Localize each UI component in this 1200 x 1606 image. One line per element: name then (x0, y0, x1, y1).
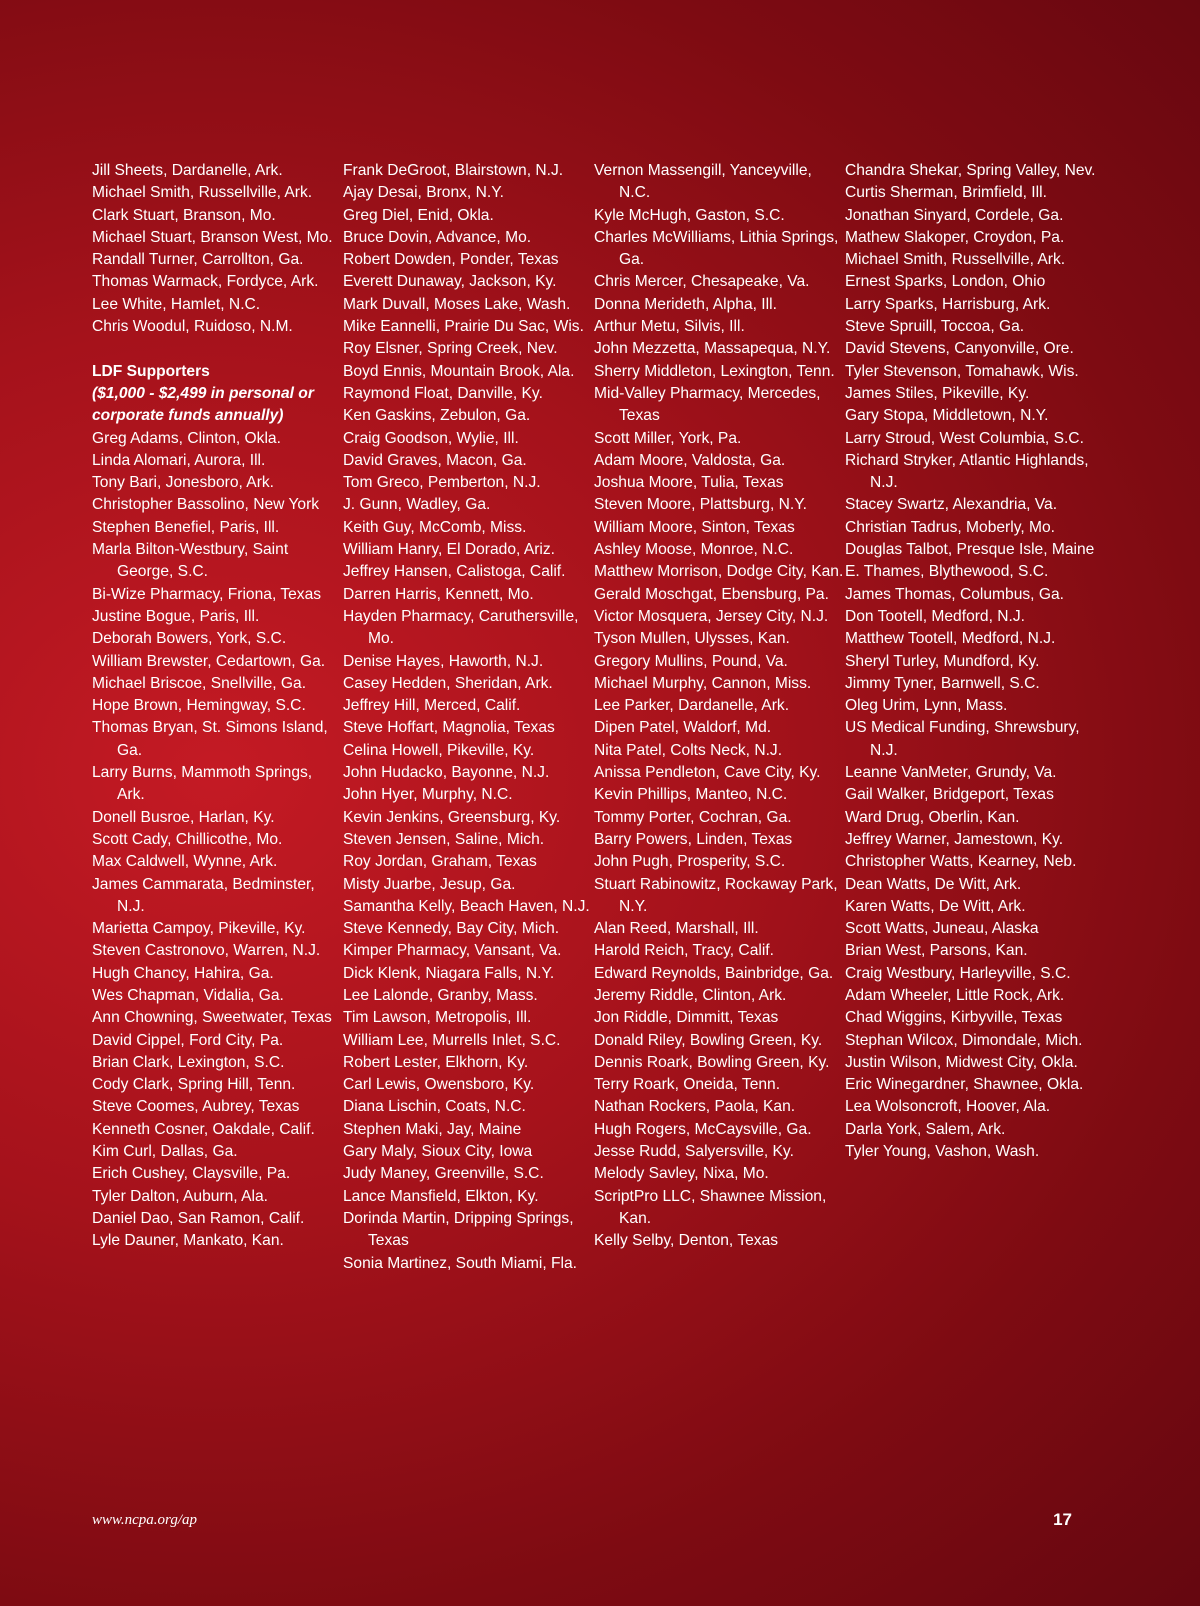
donor-entry: Chris Woodul, Ruidoso, N.M. (92, 318, 293, 336)
donor-entry: Jeffrey Warner, Jamestown, Ky. (845, 830, 1064, 848)
donor-entry: Judy Maney, Greenville, S.C. (343, 1165, 544, 1183)
donor-entry: John Hudacko, Bayonne, N.J. (343, 764, 550, 782)
donor-entry: Craig Goodson, Wylie, Ill. (343, 429, 519, 447)
donor-entry: Donell Busroe, Harlan, Ky. (92, 808, 275, 826)
donor-entry: James Cammarata, Bedminster, N.J. (92, 875, 315, 915)
donor-entry: Mike Eannelli, Prairie Du Sac, Wis. (343, 318, 584, 336)
donor-entry: J. Gunn, Wadley, Ga. (343, 496, 491, 514)
donor-entry: Justin Wilson, Midwest City, Okla. (845, 1053, 1078, 1071)
donor-entry: Stephan Wilcox, Dimondale, Mich. (845, 1031, 1083, 1049)
page-number: 17 (1053, 1510, 1072, 1529)
donor-entry: Christopher Watts, Kearney, Neb. (845, 853, 1077, 871)
donor-entry: Cody Clark, Spring Hill, Tenn. (92, 1076, 296, 1094)
donor-entry: Steven Jensen, Saline, Mich. (343, 830, 545, 848)
donor-entry: Curtis Sherman, Brimfield, Ill. (845, 184, 1047, 202)
donor-entry: Raymond Float, Danville, Ky. (343, 384, 543, 402)
donor-entry: Tyler Dalton, Auburn, Ala. (92, 1187, 268, 1205)
donor-entry: Chandra Shekar, Spring Valley, Nev. (845, 162, 1096, 179)
donor-entry: Brian Clark, Lexington, S.C. (92, 1053, 285, 1071)
donor-entry: Steve Kennedy, Bay City, Mich. (343, 920, 560, 938)
donor-entry: David Graves, Macon, Ga. (343, 451, 527, 469)
donor-entry: Chris Mercer, Chesapeake, Va. (594, 273, 810, 291)
donor-entry: John Hyer, Murphy, N.C. (343, 786, 513, 804)
donor-entry: Max Caldwell, Wynne, Ark. (92, 853, 278, 871)
donor-entry: Lee Parker, Dardanelle, Ark. (594, 697, 790, 715)
donor-entry: Kimper Pharmacy, Vansant, Va. (343, 942, 562, 960)
donor-entry: Larry Sparks, Harrisburg, Ark. (845, 295, 1051, 313)
spacer (92, 338, 343, 360)
donor-entry: Lance Mansfield, Elkton, Ky. (343, 1187, 539, 1205)
donor-entry: Greg Diel, Enid, Okla. (343, 206, 494, 224)
footer-url: www.ncpa.org/ap (92, 1512, 198, 1528)
donor-entry: Samantha Kelly, Beach Haven, N.J. (343, 897, 590, 915)
donor-entry: Jeremy Riddle, Clinton, Ark. (594, 986, 787, 1004)
donor-entry: Sheryl Turley, Mundford, Ky. (845, 652, 1040, 670)
donor-entry: Celina Howell, Pikeville, Ky. (343, 741, 535, 759)
donor-entry: Lyle Dauner, Mankato, Kan. (92, 1232, 284, 1250)
donor-entry: Melody Savley, Nixa, Mo. (594, 1165, 769, 1183)
donor-entry: Mathew Slakoper, Croydon, Pa. (845, 228, 1065, 246)
donor-entry: Tony Bari, Jonesboro, Ark. (92, 474, 275, 492)
donor-entry: Lea Wolsoncroft, Hoover, Ala. (845, 1098, 1051, 1116)
donor-entry: Jon Riddle, Dimmitt, Texas (594, 1009, 779, 1027)
donor-entry: Stacey Swartz, Alexandria, Va. (845, 496, 1058, 514)
donor-entry: Denise Hayes, Haworth, N.J. (343, 652, 544, 670)
donor-entry: Chad Wiggins, Kirbyville, Texas (845, 1009, 1063, 1027)
donor-entry: Jill Sheets, Dardanelle, Ark. (92, 162, 283, 179)
donor-entry: Victor Mosquera, Jersey City, N.J. (594, 607, 829, 625)
donor-entry: Tyler Stevenson, Tomahawk, Wis. (845, 362, 1079, 380)
column-2 (343, 160, 594, 1275)
donor-entry: Tyler Young, Vashon, Wash. (845, 1143, 1040, 1161)
donor-entry: Gary Stopa, Middletown, N.Y. (845, 407, 1049, 425)
donor-entry: Donna Merideth, Alpha, Ill. (594, 295, 777, 313)
section-subtitle: ($1,000 - $2,499 in personal or corporate funds annually) (92, 384, 314, 425)
donor-entry: Scott Cady, Chillicothe, Mo. (92, 830, 283, 848)
donor-entry: Michael Briscoe, Snellville, Ga. (92, 674, 307, 692)
donor-entry: Keith Guy, McComb, Miss. (343, 518, 527, 536)
donor-entry: Gregory Mullins, Pound, Va. (594, 652, 788, 670)
donor-entry: Scott Watts, Juneau, Alaska (845, 920, 1039, 938)
donor-entry: ScriptPro LLC, Shawnee Mission, Kan. (594, 1187, 827, 1227)
donor-entry: Dick Klenk, Niagara Falls, N.Y. (343, 964, 555, 982)
donor-entry: Stephen Benefiel, Paris, Ill. (92, 518, 280, 536)
donor-entry: Christian Tadrus, Moberly, Mo. (845, 518, 1056, 536)
donor-entry: Arthur Metu, Silvis, Ill. (594, 318, 745, 336)
donor-entry: Dorinda Martin, Dripping Springs, Texas (343, 1209, 574, 1250)
donor-entry: Eric Winegardner, Shawnee, Okla. (845, 1076, 1084, 1094)
donor-entry: Lee Lalonde, Granby, Mass. (343, 986, 538, 1004)
donor-entry: Kyle McHugh, Gaston, S.C. (594, 206, 785, 224)
donor-entry: Randall Turner, Carrollton, Ga. (92, 251, 304, 269)
donor-entry: Jeffrey Hill, Merced, Calif. (343, 697, 521, 715)
donor-entry: Linda Alomari, Aurora, Ill. (92, 451, 266, 469)
donor-entry: David Cippel, Ford City, Pa. (92, 1031, 284, 1049)
donor-entry: James Thomas, Columbus, Ga. (845, 585, 1064, 603)
donor-entry: Christopher Bassolino, New York (92, 496, 320, 514)
donor-entry: Robert Dowden, Ponder, Texas (343, 251, 559, 269)
donor-entry: Misty Juarbe, Jesup, Ga. (343, 875, 516, 893)
donor-entry: Michael Smith, Russellville, Ark. (845, 251, 1066, 269)
donor-entry: Michael Smith, Russellville, Ark. (92, 184, 313, 202)
donor-list (92, 160, 1096, 1275)
donor-entry: Ashley Moose, Monroe, N.C. (594, 541, 794, 559)
donor-entry: Roy Jordan, Graham, Texas (343, 853, 537, 871)
donor-entry: Gerald Moschgat, Ebensburg, Pa. (594, 585, 829, 603)
donor-entry: Ken Gaskins, Zebulon, Ga. (343, 407, 531, 425)
donor-entry: Daniel Dao, San Ramon, Calif. (92, 1209, 305, 1227)
column-1 (92, 160, 343, 1275)
donor-entry: Steven Castronovo, Warren, N.J. (92, 942, 321, 960)
donor-entry: Matthew Morrison, Dodge City, Kan. (594, 563, 844, 581)
donor-entry: Bruce Dovin, Advance, Mo. (343, 228, 532, 246)
donor-entry: Tom Greco, Pemberton, N.J. (343, 474, 541, 492)
donor-entry: Don Tootell, Medford, N.J. (845, 607, 1025, 625)
donor-entry: Thomas Bryan, St. Simons Island, Ga. (92, 719, 328, 759)
donor-entry: Jimmy Tyner, Barnwell, S.C. (845, 674, 1040, 692)
donor-entry: Darren Harris, Kennett, Mo. (343, 585, 534, 603)
donor-entry: James Stiles, Pikeville, Ky. (845, 384, 1030, 402)
donor-entry: Edward Reynolds, Bainbridge, Ga. (594, 964, 834, 982)
donor-entry: Deborah Bowers, York, S.C. (92, 630, 287, 648)
donor-entry: Ajay Desai, Bronx, N.Y. (343, 184, 504, 202)
donor-entry: Scott Miller, York, Pa. (594, 429, 742, 447)
donor-entry: Hugh Rogers, McCaysville, Ga. (594, 1120, 812, 1138)
donor-entry: Stephen Maki, Jay, Maine (343, 1120, 522, 1138)
donor-entry: Jonathan Sinyard, Cordele, Ga. (845, 206, 1064, 224)
donor-entry: Darla York, Salem, Ark. (845, 1120, 1006, 1138)
donor-entry: Joshua Moore, Tulia, Texas (594, 474, 784, 492)
column-4 (845, 160, 1096, 1275)
donor-entry: Jesse Rudd, Salyersville, Ky. (594, 1143, 794, 1161)
donor-entry: Lee White, Hamlet, N.C. (92, 295, 261, 313)
donor-entry: Mark Duvall, Moses Lake, Wash. (343, 295, 571, 313)
donor-entry: Mid-Valley Pharmacy, Mercedes, Texas (594, 384, 821, 425)
donor-entry: Hayden Pharmacy, Caruthersville, Mo. (343, 607, 579, 648)
donor-entry: Charles McWilliams, Lithia Springs, Ga. (594, 228, 839, 269)
donor-entry: Jeffrey Hansen, Calistoga, Calif. (343, 563, 566, 581)
donor-entry: Michael Stuart, Branson West, Mo. (92, 228, 333, 246)
donor-entry: Hugh Chancy, Hahira, Ga. (92, 964, 274, 982)
donor-entry: Larry Burns, Mammoth Springs, Ark. (92, 764, 313, 804)
donor-entry: Thomas Warmack, Fordyce, Ark. (92, 273, 319, 291)
donor-entry: John Pugh, Prosperity, S.C. (594, 853, 786, 871)
donor-entry: Anissa Pendleton, Cave City, Ky. (594, 764, 821, 782)
donor-entry: Boyd Ennis, Mountain Brook, Ala. (343, 362, 575, 380)
donor-entry: John Mezzetta, Massapequa, N.Y. (594, 340, 831, 358)
donor-entry: Kelly Selby, Denton, Texas (594, 1232, 779, 1250)
donor-entry: William Lee, Murrells Inlet, S.C. (343, 1031, 561, 1049)
donor-entry: Dipen Patel, Waldorf, Md. (594, 719, 772, 737)
donor-entry: Ward Drug, Oberlin, Kan. (845, 808, 1020, 826)
donor-entry: Steve Coomes, Aubrey, Texas (92, 1098, 300, 1116)
donor-entry: Stuart Rabinowitz, Rockaway Park, N.Y. (594, 875, 838, 915)
donor-entry: Everett Dunaway, Jackson, Ky. (343, 273, 557, 291)
donor-entry: Hope Brown, Hemingway, S.C. (92, 697, 306, 715)
donor-entry: Sherry Middleton, Lexington, Tenn. (594, 362, 835, 380)
donor-entry: Steven Moore, Plattsburg, N.Y. (594, 496, 807, 514)
donor-entry: Sonia Martinez, South Miami, Fla. (343, 1254, 577, 1272)
donor-entry: Kevin Phillips, Manteo, N.C. (594, 786, 788, 804)
donor-entry: Ann Chowning, Sweetwater, Texas (92, 1009, 332, 1027)
donor-entry: Greg Adams, Clinton, Okla. (92, 429, 281, 447)
donor-entry: Wes Chapman, Vidalia, Ga. (92, 986, 284, 1004)
donor-entry: David Stevens, Canyonville, Ore. (845, 340, 1074, 358)
donor-entry: Robert Lester, Elkhorn, Ky. (343, 1053, 529, 1071)
donor-entry: Douglas Talbot, Presque Isle, Maine (845, 541, 1095, 559)
donor-entry: Barry Powers, Linden, Texas (594, 830, 793, 848)
donor-entry: Matthew Tootell, Medford, N.J. (845, 630, 1056, 648)
donor-entry: Donald Riley, Bowling Green, Ky. (594, 1031, 823, 1049)
donor-entry: Gail Walker, Bridgeport, Texas (845, 786, 1054, 804)
donor-entry: Tim Lawson, Metropolis, Ill. (343, 1009, 532, 1027)
donor-entry: Dennis Roark, Bowling Green, Ky. (594, 1053, 830, 1071)
donor-entry: Leanne VanMeter, Grundy, Va. (845, 764, 1057, 782)
donor-entry: Tyson Mullen, Ulysses, Kan. (594, 630, 790, 648)
donor-entry: Kim Curl, Dallas, Ga. (92, 1143, 238, 1161)
donor-entry: Steve Hoffart, Magnolia, Texas (343, 719, 555, 737)
donor-entry: Carl Lewis, Owensboro, Ky. (343, 1076, 535, 1094)
donor-entry: Steve Spruill, Toccoa, Ga. (845, 318, 1025, 336)
donor-entry: Adam Wheeler, Little Rock, Ark. (845, 986, 1065, 1004)
donor-entry: Alan Reed, Marshall, Ill. (594, 920, 759, 938)
donor-entry: Frank DeGroot, Blairstown, N.J. (343, 162, 564, 179)
donor-entry: Harold Reich, Tracy, Calif. (594, 942, 774, 960)
donor-entry: US Medical Funding, Shrewsbury, N.J. (845, 719, 1080, 759)
donor-entry: Kevin Jenkins, Greensburg, Ky. (343, 808, 561, 826)
donor-entry: Kenneth Cosner, Oakdale, Calif. (92, 1120, 315, 1138)
donor-entry: William Moore, Sinton, Texas (594, 518, 795, 536)
donor-entry: Clark Stuart, Branson, Mo. (92, 206, 276, 224)
donor-entry: Brian West, Parsons, Kan. (845, 942, 1028, 960)
donor-entry: Erich Cushey, Claysville, Pa. (92, 1165, 291, 1183)
donor-entry: Marla Bilton-Westbury, Saint George, S.C. (92, 541, 289, 581)
donor-entry: E. Thames, Blythewood, S.C. (845, 563, 1049, 581)
donor-entry: Bi-Wize Pharmacy, Friona, Texas (92, 585, 322, 603)
donor-entry: Nathan Rockers, Paola, Kan. (594, 1098, 796, 1116)
donor-entry: Marietta Campoy, Pikeville, Ky. (92, 920, 306, 938)
donor-entry: Ernest Sparks, London, Ohio (845, 273, 1046, 291)
donor-entry: William Hanry, El Dorado, Ariz. (343, 541, 556, 559)
donor-entry: Gary Maly, Sioux City, Iowa (343, 1143, 533, 1161)
donor-entry: Oleg Urim, Lynn, Mass. (845, 697, 1008, 715)
donor-entry: Vernon Massengill, Yanceyville, N.C. (594, 162, 812, 202)
donor-entry: Karen Watts, De Witt, Ark. (845, 897, 1026, 915)
donor-entry: William Brewster, Cedartown, Ga. (92, 652, 326, 670)
donor-entry: Roy Elsner, Spring Creek, Nev. (343, 340, 558, 358)
donor-entry: Adam Moore, Valdosta, Ga. (594, 451, 786, 469)
donor-entry: Michael Murphy, Cannon, Miss. (594, 674, 812, 692)
section-title: LDF Supporters (92, 362, 210, 380)
donor-entry: Justine Bogue, Paris, Ill. (92, 607, 260, 625)
donor-entry: Craig Westbury, Harleyville, S.C. (845, 964, 1071, 982)
donor-entry: Diana Lischin, Coats, N.C. (343, 1098, 526, 1116)
donor-entry: Larry Stroud, West Columbia, S.C. (845, 429, 1084, 447)
column-3 (594, 160, 845, 1275)
donor-entry: Tommy Porter, Cochran, Ga. (594, 808, 792, 826)
donor-entry: Terry Roark, Oneida, Tenn. (594, 1076, 781, 1094)
donor-entry: Richard Stryker, Atlantic Highlands, N.J. (845, 451, 1089, 492)
donor-entry: Casey Hedden, Sheridan, Ark. (343, 674, 553, 692)
donor-entry: Dean Watts, De Witt, Ark. (845, 875, 1022, 893)
donor-entry: Nita Patel, Colts Neck, N.J. (594, 741, 783, 759)
